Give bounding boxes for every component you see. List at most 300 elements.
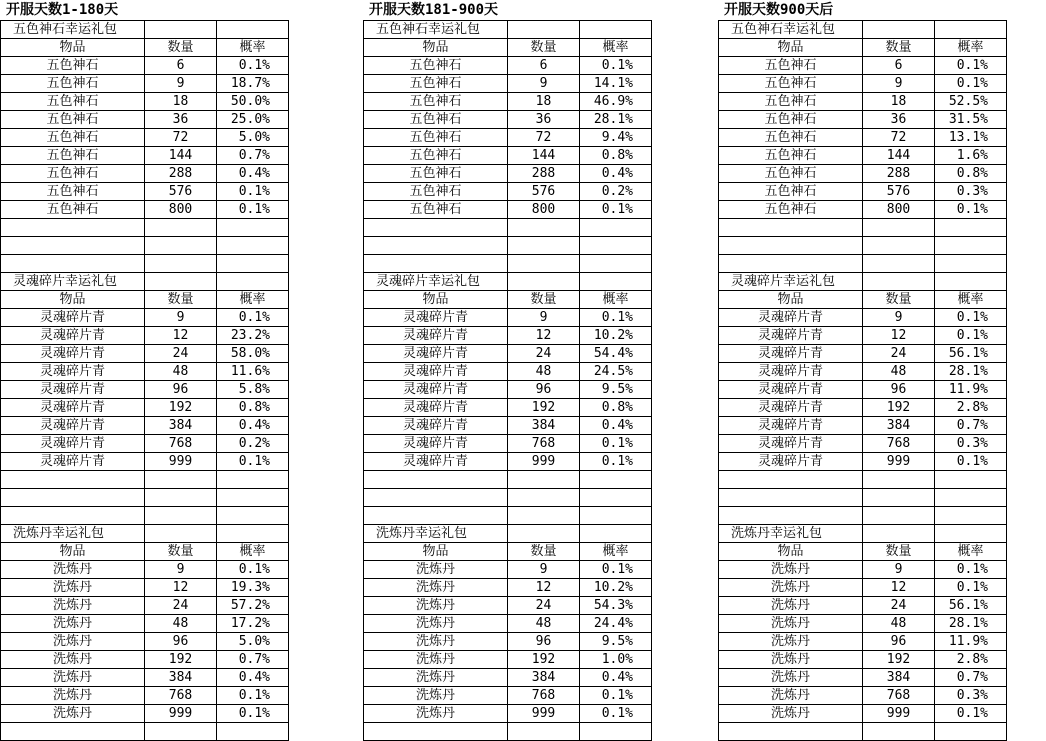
quantity-cell[interactable]: 48	[863, 615, 935, 633]
quantity-cell[interactable]: 72	[508, 129, 580, 147]
header-quantity-cell[interactable]: 数量	[145, 291, 217, 309]
empty-cell[interactable]	[719, 489, 863, 507]
empty-cell[interactable]	[145, 507, 217, 525]
item-cell[interactable]: 洗炼丹	[364, 579, 508, 597]
quantity-cell[interactable]: 36	[508, 111, 580, 129]
quantity-cell[interactable]: 9	[863, 561, 935, 579]
probability-cell[interactable]: 54.4%	[580, 345, 652, 363]
empty-cell[interactable]	[935, 21, 1007, 39]
empty-cell[interactable]	[217, 525, 289, 543]
item-cell[interactable]: 五色神石	[719, 75, 863, 93]
item-cell[interactable]: 洗炼丹	[364, 633, 508, 651]
probability-cell[interactable]: 52.5%	[935, 93, 1007, 111]
probability-cell[interactable]: 56.1%	[935, 345, 1007, 363]
probability-cell[interactable]: 0.1%	[217, 201, 289, 219]
empty-cell[interactable]	[719, 237, 863, 255]
empty-cell[interactable]	[1, 471, 145, 489]
quantity-cell[interactable]: 800	[863, 201, 935, 219]
header-quantity-cell[interactable]: 数量	[863, 39, 935, 57]
item-cell[interactable]: 洗炼丹	[719, 651, 863, 669]
probability-cell[interactable]: 0.3%	[935, 687, 1007, 705]
quantity-cell[interactable]: 384	[145, 417, 217, 435]
quantity-cell[interactable]: 96	[508, 633, 580, 651]
quantity-cell[interactable]: 192	[863, 399, 935, 417]
pack-name-cell[interactable]: 洗炼丹幸运礼包	[1, 525, 145, 543]
quantity-cell[interactable]: 12	[508, 327, 580, 345]
probability-cell[interactable]: 28.1%	[935, 615, 1007, 633]
empty-cell[interactable]	[863, 489, 935, 507]
quantity-cell[interactable]: 288	[508, 165, 580, 183]
item-cell[interactable]: 灵魂碎片青	[719, 435, 863, 453]
empty-cell[interactable]	[508, 237, 580, 255]
empty-cell[interactable]	[217, 723, 289, 741]
header-quantity-cell[interactable]: 数量	[863, 543, 935, 561]
item-cell[interactable]: 五色神石	[1, 111, 145, 129]
empty-cell[interactable]	[364, 489, 508, 507]
pack-name-cell[interactable]: 灵魂碎片幸运礼包	[1, 273, 145, 291]
header-item-cell[interactable]: 物品	[1, 543, 145, 561]
probability-cell[interactable]: 0.1%	[580, 57, 652, 75]
probability-cell[interactable]: 0.1%	[935, 705, 1007, 723]
item-cell[interactable]: 五色神石	[364, 201, 508, 219]
empty-cell[interactable]	[508, 525, 580, 543]
empty-cell[interactable]	[580, 489, 652, 507]
empty-cell[interactable]	[935, 219, 1007, 237]
empty-cell[interactable]	[935, 525, 1007, 543]
probability-cell[interactable]: 19.3%	[217, 579, 289, 597]
probability-cell[interactable]: 0.2%	[580, 183, 652, 201]
quantity-cell[interactable]: 999	[863, 705, 935, 723]
probability-cell[interactable]: 56.1%	[935, 597, 1007, 615]
probability-cell[interactable]: 0.1%	[580, 309, 652, 327]
header-probability-cell[interactable]: 概率	[217, 39, 289, 57]
quantity-cell[interactable]: 48	[145, 363, 217, 381]
item-cell[interactable]: 五色神石	[364, 147, 508, 165]
probability-cell[interactable]: 0.1%	[580, 561, 652, 579]
probability-cell[interactable]: 5.8%	[217, 381, 289, 399]
empty-cell[interactable]	[364, 507, 508, 525]
quantity-cell[interactable]: 576	[508, 183, 580, 201]
item-cell[interactable]: 灵魂碎片青	[364, 399, 508, 417]
quantity-cell[interactable]: 96	[863, 381, 935, 399]
probability-cell[interactable]: 0.1%	[935, 75, 1007, 93]
quantity-cell[interactable]: 384	[508, 417, 580, 435]
item-cell[interactable]: 灵魂碎片青	[1, 345, 145, 363]
probability-cell[interactable]: 0.1%	[935, 561, 1007, 579]
quantity-cell[interactable]: 24	[145, 597, 217, 615]
probability-cell[interactable]: 0.1%	[217, 57, 289, 75]
empty-cell[interactable]	[145, 255, 217, 273]
item-cell[interactable]: 灵魂碎片青	[719, 381, 863, 399]
header-quantity-cell[interactable]: 数量	[508, 291, 580, 309]
item-cell[interactable]: 五色神石	[1, 165, 145, 183]
item-cell[interactable]: 洗炼丹	[719, 615, 863, 633]
quantity-cell[interactable]: 36	[863, 111, 935, 129]
item-cell[interactable]: 洗炼丹	[1, 579, 145, 597]
quantity-cell[interactable]: 96	[145, 381, 217, 399]
item-cell[interactable]: 灵魂碎片青	[1, 453, 145, 471]
probability-cell[interactable]: 9.5%	[580, 381, 652, 399]
item-cell[interactable]: 五色神石	[719, 93, 863, 111]
probability-cell[interactable]: 9.4%	[580, 129, 652, 147]
probability-cell[interactable]: 0.1%	[217, 453, 289, 471]
empty-cell[interactable]	[508, 21, 580, 39]
probability-cell[interactable]: 1.6%	[935, 147, 1007, 165]
probability-cell[interactable]: 0.1%	[217, 687, 289, 705]
item-cell[interactable]: 洗炼丹	[719, 669, 863, 687]
probability-cell[interactable]: 24.4%	[580, 615, 652, 633]
header-quantity-cell[interactable]: 数量	[145, 39, 217, 57]
item-cell[interactable]: 灵魂碎片青	[1, 399, 145, 417]
probability-cell[interactable]: 0.4%	[217, 669, 289, 687]
empty-cell[interactable]	[580, 507, 652, 525]
probability-cell[interactable]: 0.1%	[935, 57, 1007, 75]
quantity-cell[interactable]: 576	[145, 183, 217, 201]
item-cell[interactable]: 洗炼丹	[719, 633, 863, 651]
empty-cell[interactable]	[217, 507, 289, 525]
empty-cell[interactable]	[580, 273, 652, 291]
empty-cell[interactable]	[217, 219, 289, 237]
item-cell[interactable]: 五色神石	[364, 111, 508, 129]
probability-cell[interactable]: 28.1%	[580, 111, 652, 129]
probability-cell[interactable]: 0.3%	[935, 183, 1007, 201]
probability-cell[interactable]: 58.0%	[217, 345, 289, 363]
item-cell[interactable]: 洗炼丹	[719, 597, 863, 615]
pack-name-cell[interactable]: 灵魂碎片幸运礼包	[719, 273, 863, 291]
item-cell[interactable]: 五色神石	[719, 111, 863, 129]
item-cell[interactable]: 灵魂碎片青	[364, 363, 508, 381]
quantity-cell[interactable]: 9	[508, 75, 580, 93]
quantity-cell[interactable]: 9	[863, 75, 935, 93]
empty-cell[interactable]	[508, 507, 580, 525]
probability-cell[interactable]: 0.1%	[935, 579, 1007, 597]
probability-cell[interactable]: 24.5%	[580, 363, 652, 381]
header-item-cell[interactable]: 物品	[364, 543, 508, 561]
pack-name-cell[interactable]: 洗炼丹幸运礼包	[719, 525, 863, 543]
empty-cell[interactable]	[217, 471, 289, 489]
header-quantity-cell[interactable]: 数量	[863, 291, 935, 309]
item-cell[interactable]: 洗炼丹	[1, 633, 145, 651]
empty-cell[interactable]	[1, 255, 145, 273]
quantity-cell[interactable]: 72	[145, 129, 217, 147]
quantity-cell[interactable]: 999	[508, 453, 580, 471]
empty-cell[interactable]	[863, 507, 935, 525]
item-cell[interactable]: 五色神石	[1, 201, 145, 219]
item-cell[interactable]: 灵魂碎片青	[719, 399, 863, 417]
quantity-cell[interactable]: 96	[863, 633, 935, 651]
probability-cell[interactable]: 18.7%	[217, 75, 289, 93]
quantity-cell[interactable]: 144	[508, 147, 580, 165]
quantity-cell[interactable]: 768	[508, 687, 580, 705]
empty-cell[interactable]	[935, 489, 1007, 507]
probability-cell[interactable]: 0.1%	[935, 201, 1007, 219]
quantity-cell[interactable]: 768	[145, 687, 217, 705]
probability-cell[interactable]: 0.1%	[580, 435, 652, 453]
item-cell[interactable]: 洗炼丹	[1, 651, 145, 669]
empty-cell[interactable]	[863, 255, 935, 273]
probability-cell[interactable]: 0.1%	[217, 705, 289, 723]
probability-cell[interactable]: 0.1%	[580, 705, 652, 723]
probability-cell[interactable]: 31.5%	[935, 111, 1007, 129]
quantity-cell[interactable]: 192	[863, 651, 935, 669]
empty-cell[interactable]	[719, 507, 863, 525]
probability-cell[interactable]: 0.7%	[935, 669, 1007, 687]
quantity-cell[interactable]: 18	[863, 93, 935, 111]
quantity-cell[interactable]: 192	[508, 399, 580, 417]
probability-cell[interactable]: 0.4%	[217, 165, 289, 183]
empty-cell[interactable]	[508, 489, 580, 507]
header-quantity-cell[interactable]: 数量	[145, 543, 217, 561]
empty-cell[interactable]	[145, 273, 217, 291]
header-probability-cell[interactable]: 概率	[580, 543, 652, 561]
pack-name-cell[interactable]: 五色神石幸运礼包	[1, 21, 145, 39]
probability-cell[interactable]: 23.2%	[217, 327, 289, 345]
item-cell[interactable]: 洗炼丹	[719, 579, 863, 597]
empty-cell[interactable]	[364, 219, 508, 237]
quantity-cell[interactable]: 18	[145, 93, 217, 111]
quantity-cell[interactable]: 24	[863, 345, 935, 363]
probability-cell[interactable]: 0.1%	[217, 183, 289, 201]
probability-cell[interactable]: 0.4%	[580, 417, 652, 435]
item-cell[interactable]: 灵魂碎片青	[719, 309, 863, 327]
probability-cell[interactable]: 0.1%	[935, 327, 1007, 345]
empty-cell[interactable]	[719, 471, 863, 489]
header-probability-cell[interactable]: 概率	[580, 291, 652, 309]
quantity-cell[interactable]: 384	[145, 669, 217, 687]
quantity-cell[interactable]: 48	[508, 615, 580, 633]
item-cell[interactable]: 五色神石	[719, 57, 863, 75]
quantity-cell[interactable]: 12	[145, 579, 217, 597]
item-cell[interactable]: 洗炼丹	[1, 597, 145, 615]
empty-cell[interactable]	[935, 255, 1007, 273]
quantity-cell[interactable]: 9	[508, 561, 580, 579]
empty-cell[interactable]	[145, 489, 217, 507]
item-cell[interactable]: 五色神石	[719, 201, 863, 219]
probability-cell[interactable]: 0.8%	[580, 399, 652, 417]
header-item-cell[interactable]: 物品	[719, 39, 863, 57]
quantity-cell[interactable]: 800	[145, 201, 217, 219]
empty-cell[interactable]	[935, 471, 1007, 489]
quantity-cell[interactable]: 96	[508, 381, 580, 399]
empty-cell[interactable]	[1, 237, 145, 255]
probability-cell[interactable]: 0.1%	[580, 453, 652, 471]
item-cell[interactable]: 洗炼丹	[364, 669, 508, 687]
probability-cell[interactable]: 0.1%	[935, 309, 1007, 327]
item-cell[interactable]: 洗炼丹	[364, 687, 508, 705]
empty-cell[interactable]	[145, 21, 217, 39]
header-probability-cell[interactable]: 概率	[217, 291, 289, 309]
quantity-cell[interactable]: 768	[863, 687, 935, 705]
header-item-cell[interactable]: 物品	[364, 291, 508, 309]
item-cell[interactable]: 灵魂碎片青	[364, 453, 508, 471]
probability-cell[interactable]: 0.1%	[217, 309, 289, 327]
quantity-cell[interactable]: 9	[508, 309, 580, 327]
probability-cell[interactable]: 14.1%	[580, 75, 652, 93]
probability-cell[interactable]: 11.9%	[935, 633, 1007, 651]
quantity-cell[interactable]: 9	[145, 309, 217, 327]
quantity-cell[interactable]: 384	[863, 669, 935, 687]
empty-cell[interactable]	[1, 507, 145, 525]
pack-name-cell[interactable]: 五色神石幸运礼包	[364, 21, 508, 39]
probability-cell[interactable]: 50.0%	[217, 93, 289, 111]
item-cell[interactable]: 洗炼丹	[1, 687, 145, 705]
quantity-cell[interactable]: 24	[508, 597, 580, 615]
item-cell[interactable]: 洗炼丹	[1, 615, 145, 633]
empty-cell[interactable]	[508, 723, 580, 741]
item-cell[interactable]: 五色神石	[719, 165, 863, 183]
item-cell[interactable]: 灵魂碎片青	[719, 327, 863, 345]
item-cell[interactable]: 五色神石	[364, 165, 508, 183]
probability-cell[interactable]: 9.5%	[580, 633, 652, 651]
header-item-cell[interactable]: 物品	[1, 291, 145, 309]
probability-cell[interactable]: 10.2%	[580, 579, 652, 597]
probability-cell[interactable]: 0.1%	[580, 687, 652, 705]
item-cell[interactable]: 五色神石	[719, 147, 863, 165]
quantity-cell[interactable]: 768	[863, 435, 935, 453]
probability-cell[interactable]: 13.1%	[935, 129, 1007, 147]
probability-cell[interactable]: 0.7%	[935, 417, 1007, 435]
empty-cell[interactable]	[863, 525, 935, 543]
quantity-cell[interactable]: 999	[145, 705, 217, 723]
quantity-cell[interactable]: 24	[863, 597, 935, 615]
empty-cell[interactable]	[863, 471, 935, 489]
item-cell[interactable]: 灵魂碎片青	[364, 417, 508, 435]
header-probability-cell[interactable]: 概率	[935, 39, 1007, 57]
item-cell[interactable]: 五色神石	[364, 93, 508, 111]
empty-cell[interactable]	[145, 219, 217, 237]
item-cell[interactable]: 五色神石	[364, 183, 508, 201]
item-cell[interactable]: 灵魂碎片青	[364, 327, 508, 345]
empty-cell[interactable]	[217, 237, 289, 255]
empty-cell[interactable]	[145, 525, 217, 543]
item-cell[interactable]: 灵魂碎片青	[1, 309, 145, 327]
quantity-cell[interactable]: 24	[508, 345, 580, 363]
quantity-cell[interactable]: 12	[863, 579, 935, 597]
quantity-cell[interactable]: 36	[145, 111, 217, 129]
probability-cell[interactable]: 25.0%	[217, 111, 289, 129]
item-cell[interactable]: 五色神石	[1, 129, 145, 147]
probability-cell[interactable]: 11.6%	[217, 363, 289, 381]
item-cell[interactable]: 五色神石	[364, 75, 508, 93]
quantity-cell[interactable]: 6	[863, 57, 935, 75]
empty-cell[interactable]	[364, 723, 508, 741]
empty-cell[interactable]	[217, 21, 289, 39]
item-cell[interactable]: 洗炼丹	[719, 561, 863, 579]
empty-cell[interactable]	[580, 471, 652, 489]
empty-cell[interactable]	[508, 471, 580, 489]
empty-cell[interactable]	[145, 723, 217, 741]
quantity-cell[interactable]: 12	[508, 579, 580, 597]
empty-cell[interactable]	[508, 219, 580, 237]
quantity-cell[interactable]: 144	[145, 147, 217, 165]
probability-cell[interactable]: 28.1%	[935, 363, 1007, 381]
header-item-cell[interactable]: 物品	[1, 39, 145, 57]
quantity-cell[interactable]: 288	[145, 165, 217, 183]
probability-cell[interactable]: 1.0%	[580, 651, 652, 669]
empty-cell[interactable]	[1, 723, 145, 741]
probability-cell[interactable]: 0.4%	[580, 669, 652, 687]
probability-cell[interactable]: 0.7%	[217, 147, 289, 165]
probability-cell[interactable]: 0.8%	[580, 147, 652, 165]
item-cell[interactable]: 灵魂碎片青	[1, 417, 145, 435]
empty-cell[interactable]	[935, 723, 1007, 741]
empty-cell[interactable]	[935, 507, 1007, 525]
header-probability-cell[interactable]: 概率	[217, 543, 289, 561]
empty-cell[interactable]	[580, 219, 652, 237]
item-cell[interactable]: 五色神石	[364, 129, 508, 147]
quantity-cell[interactable]: 144	[863, 147, 935, 165]
header-probability-cell[interactable]: 概率	[935, 291, 1007, 309]
quantity-cell[interactable]: 9	[863, 309, 935, 327]
pack-name-cell[interactable]: 洗炼丹幸运礼包	[364, 525, 508, 543]
header-probability-cell[interactable]: 概率	[580, 39, 652, 57]
probability-cell[interactable]: 0.1%	[217, 561, 289, 579]
quantity-cell[interactable]: 192	[145, 399, 217, 417]
probability-cell[interactable]: 0.3%	[935, 435, 1007, 453]
empty-cell[interactable]	[580, 21, 652, 39]
item-cell[interactable]: 灵魂碎片青	[364, 309, 508, 327]
empty-cell[interactable]	[580, 723, 652, 741]
probability-cell[interactable]: 5.0%	[217, 129, 289, 147]
empty-cell[interactable]	[863, 237, 935, 255]
empty-cell[interactable]	[364, 255, 508, 273]
probability-cell[interactable]: 0.4%	[580, 165, 652, 183]
item-cell[interactable]: 灵魂碎片青	[719, 363, 863, 381]
header-probability-cell[interactable]: 概率	[935, 543, 1007, 561]
item-cell[interactable]: 洗炼丹	[364, 651, 508, 669]
quantity-cell[interactable]: 6	[508, 57, 580, 75]
quantity-cell[interactable]: 999	[863, 453, 935, 471]
header-item-cell[interactable]: 物品	[364, 39, 508, 57]
item-cell[interactable]: 灵魂碎片青	[719, 417, 863, 435]
item-cell[interactable]: 洗炼丹	[364, 615, 508, 633]
quantity-cell[interactable]: 800	[508, 201, 580, 219]
quantity-cell[interactable]: 768	[508, 435, 580, 453]
probability-cell[interactable]: 0.7%	[217, 651, 289, 669]
header-quantity-cell[interactable]: 数量	[508, 543, 580, 561]
empty-cell[interactable]	[863, 273, 935, 291]
quantity-cell[interactable]: 48	[508, 363, 580, 381]
probability-cell[interactable]: 0.4%	[217, 417, 289, 435]
item-cell[interactable]: 五色神石	[719, 129, 863, 147]
quantity-cell[interactable]: 288	[863, 165, 935, 183]
item-cell[interactable]: 洗炼丹	[719, 705, 863, 723]
empty-cell[interactable]	[719, 219, 863, 237]
quantity-cell[interactable]: 192	[145, 651, 217, 669]
item-cell[interactable]: 五色神石	[719, 183, 863, 201]
item-cell[interactable]: 灵魂碎片青	[1, 327, 145, 345]
empty-cell[interactable]	[508, 255, 580, 273]
quantity-cell[interactable]: 999	[145, 453, 217, 471]
quantity-cell[interactable]: 9	[145, 561, 217, 579]
item-cell[interactable]: 洗炼丹	[1, 669, 145, 687]
empty-cell[interactable]	[935, 237, 1007, 255]
item-cell[interactable]: 灵魂碎片青	[1, 363, 145, 381]
empty-cell[interactable]	[217, 273, 289, 291]
probability-cell[interactable]: 0.8%	[935, 165, 1007, 183]
quantity-cell[interactable]: 9	[145, 75, 217, 93]
empty-cell[interactable]	[364, 237, 508, 255]
probability-cell[interactable]: 17.2%	[217, 615, 289, 633]
quantity-cell[interactable]: 48	[145, 615, 217, 633]
empty-cell[interactable]	[935, 273, 1007, 291]
item-cell[interactable]: 五色神石	[1, 75, 145, 93]
item-cell[interactable]: 五色神石	[1, 147, 145, 165]
item-cell[interactable]: 灵魂碎片青	[364, 345, 508, 363]
empty-cell[interactable]	[863, 723, 935, 741]
probability-cell[interactable]: 0.2%	[217, 435, 289, 453]
quantity-cell[interactable]: 999	[508, 705, 580, 723]
